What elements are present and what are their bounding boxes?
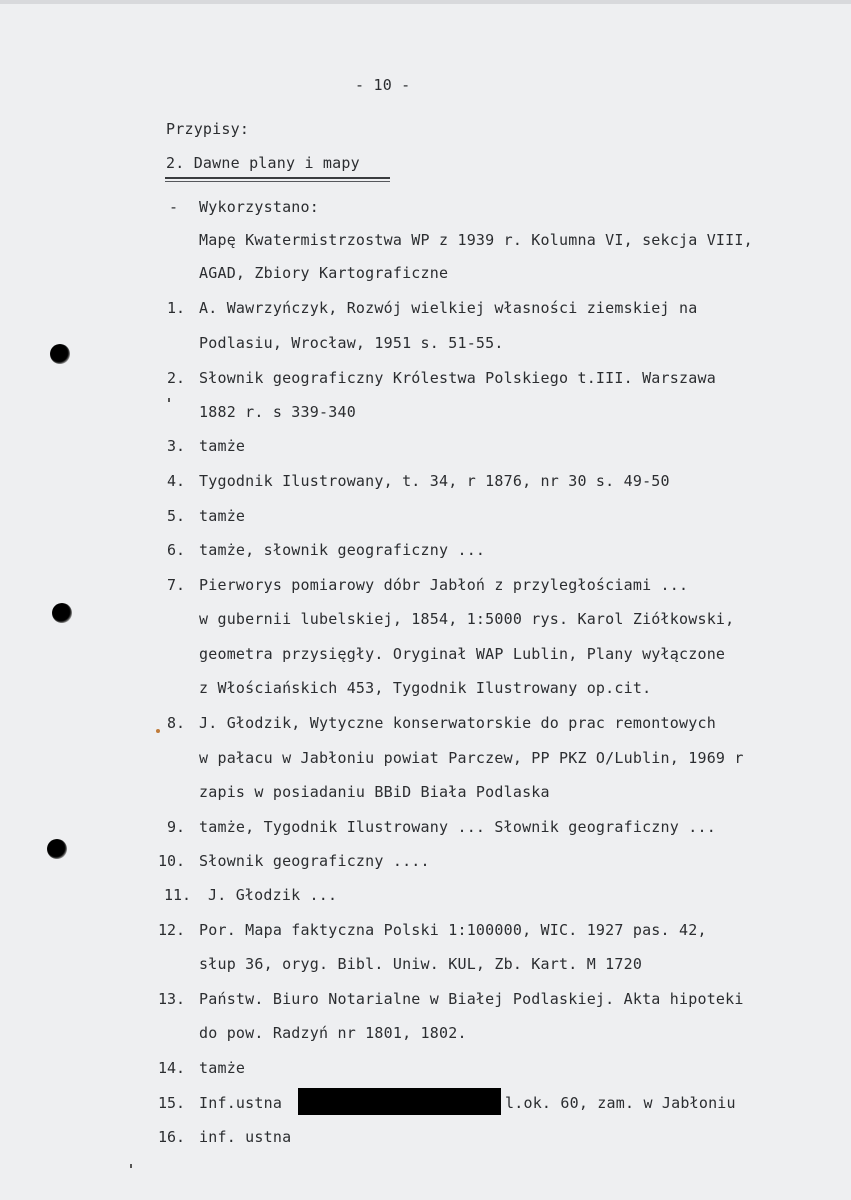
footnote-line: l.ok. 60, zam. w Jabłoniu	[505, 1094, 736, 1112]
footnote-line: J. Głodzik, Wytyczne konserwatorskie do prac remontowych	[199, 714, 716, 732]
footnote-line: 1882 r. s 339-340	[199, 403, 356, 421]
footnote-number: 9.	[167, 818, 186, 836]
footnote-number: 12.	[158, 921, 186, 939]
footnote-line: tamże	[199, 507, 246, 525]
used-label: Wykorzystano:	[199, 198, 319, 216]
footnote-number: 1.	[167, 299, 186, 317]
page-edge	[0, 0, 851, 4]
footnote-line: Podlasiu, Wrocław, 1951 s. 51-55.	[199, 334, 504, 352]
footnote-line: tamże, słownik geograficzny ...	[199, 541, 486, 559]
stain-mark	[156, 729, 160, 733]
redaction-bar	[298, 1088, 501, 1115]
footnote-number: 15.	[158, 1094, 186, 1112]
footnote-number: 3.	[167, 437, 186, 455]
footnote-line: tamże	[199, 437, 246, 455]
footnote-number: 8.	[167, 714, 186, 732]
footnote-number: 16.	[158, 1128, 186, 1146]
used-line: AGAD, Zbiory Kartograficzne	[199, 264, 449, 282]
page-number: - 10 -	[355, 76, 411, 94]
footnote-line: słup 36, oryg. Bibl. Uniw. KUL, Zb. Kart. M 1720	[199, 955, 643, 973]
footnote-number: 2.	[167, 369, 186, 387]
used-line: Mapę Kwatermistrzostwa WP z 1939 r. Kolumna VI, sekcja VIII,	[199, 231, 753, 249]
used-bullet: -	[169, 198, 179, 216]
footnote-line: A. Wawrzyńczyk, Rozwój wielkiej własności ziemskiej na	[199, 299, 698, 317]
footnote-line: w pałacu w Jabłoniu powiat Parczew, PP PKZ O/Lublin, 1969 r	[199, 749, 744, 767]
footnote-number: 13.	[158, 990, 186, 1008]
footnote-line: w gubernii lubelskiej, 1854, 1:5000 rys. Karol Ziółkowski,	[199, 610, 735, 628]
punch-hole-icon	[52, 603, 72, 623]
footnote-line: Słownik geograficzny ....	[199, 852, 430, 870]
footnote-line: J. Głodzik ...	[208, 886, 338, 904]
footnote-line: inf. ustna	[199, 1128, 292, 1146]
heading: Przypisy:	[166, 120, 250, 138]
section-title: 2. Dawne plany i mapy	[166, 154, 360, 172]
footnote-line: tamże, Tygodnik Ilustrowany ... Słownik geograficzny ...	[199, 818, 716, 836]
footnote-number: 5.	[167, 507, 186, 525]
punch-hole-icon	[47, 839, 67, 859]
speck-mark	[130, 1164, 132, 1168]
footnote-line: Słownik geograficzny Królestwa Polskiego t.III. Warszawa	[199, 369, 716, 387]
footnote-line: tamże	[199, 1059, 246, 1077]
footnote-line: Państw. Biuro Notarialne w Białej Podlaskiej. Akta hipoteki	[199, 990, 744, 1008]
footnote-line: do pow. Radzyń nr 1801, 1802.	[199, 1024, 467, 1042]
footnote-number: 4.	[167, 472, 186, 490]
footnote-line: zapis w posiadaniu BBiD Biała Podlaska	[199, 783, 550, 801]
footnote-number: 10.	[158, 852, 186, 870]
footnote-number: 14.	[158, 1059, 186, 1077]
footnote-line: Pierworys pomiarowy dóbr Jabłoń z przyległościami ...	[199, 576, 689, 594]
footnote-number: 6.	[167, 541, 186, 559]
punch-hole-icon	[50, 344, 70, 364]
footnote-line: Inf.ustna	[199, 1094, 283, 1112]
footnote-number: 7.	[167, 576, 186, 594]
section-underline-second	[165, 181, 390, 182]
footnote-line: z Włościańskich 453, Tygodnik Ilustrowany op.cit.	[199, 679, 652, 697]
footnote-line: Por. Mapa faktyczna Polski 1:100000, WIC. 1927 pas. 42,	[199, 921, 707, 939]
footnote-number: 11.	[164, 886, 192, 904]
speck-mark	[168, 398, 170, 402]
footnote-line: Tygodnik Ilustrowany, t. 34, r 1876, nr 30 s. 49-50	[199, 472, 670, 490]
section-underline	[165, 177, 390, 179]
footnote-line: geometra przysięgły. Oryginał WAP Lublin, Plany wyłączone	[199, 645, 726, 663]
